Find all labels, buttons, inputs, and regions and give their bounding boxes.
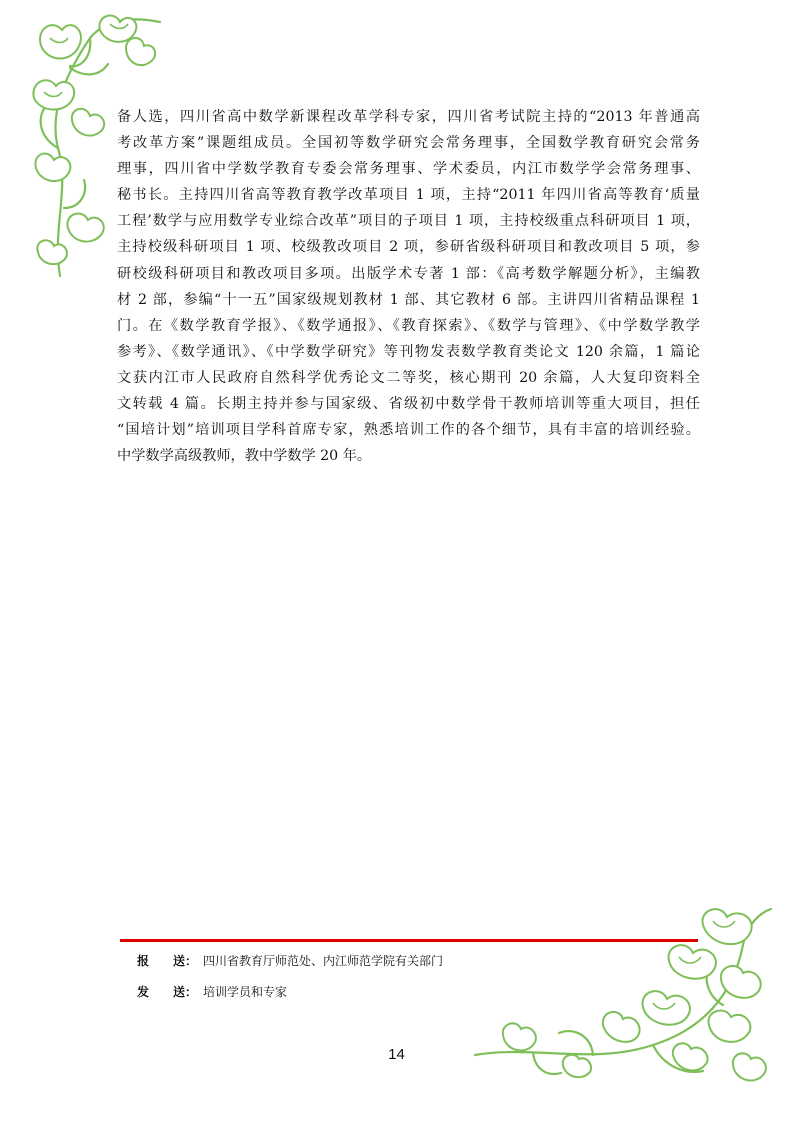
paragraph-line: 参考》、《数学通讯》、《中学数学研究》等刊物发表数学教育类论文 120 余篇，1 篇论	[117, 343, 700, 360]
paragraph-line: 主持校级科研项目 1 项、校级教改项目 2 项，参研省级科研项目和教改项目 5 项，参	[117, 239, 700, 256]
biography-paragraph	[117, 104, 700, 469]
paragraph-line: 研校级科研项目和教改项目多项。出版学术专著 1 部：《高考数学解题分析》，主编教	[117, 265, 700, 282]
paragraph-line: 备人选，四川省高中数学新课程改革学科专家，四川省考试院主持的“2013 年普通高	[117, 109, 700, 125]
paragraph-line: 中学数学高级教师，教中学数学 20 年。	[117, 448, 372, 465]
send-to-value: 培训学员和专家	[203, 985, 288, 999]
report-to-value: 四川省教育厅师范处、内江师范学院有关部门	[203, 954, 444, 968]
send-to-row	[137, 983, 287, 1000]
paragraph-line: 工程’数学与应用数学专业综合改革”项目的子项目 1 项，主持校级重点科研项目 1 项，	[117, 213, 700, 230]
paragraph-line: “国培计划”培训项目学科首席专家，熟悉培训工作的各个细节，具有丰富的培训经验。	[117, 422, 700, 439]
paragraph-line: 材 2 部，参编“十一五”国家级规划教材 1 部、其它教材 6 部。主讲四川省精品课程 1	[117, 291, 700, 308]
paragraph-line: 秘书长。主持四川省高等教育教学改革项目 1 项，主持“2011 年四川省高等教育‘质量	[117, 187, 700, 204]
send-to-label: 发 送：	[137, 985, 198, 999]
paragraph-line: 文获内江市人民政府自然科学优秀论文二等奖，核心期刊 20 余篇，人大复印资料全	[117, 369, 700, 386]
paragraph-line: 门。在《数学教育学报》、《数学通报》、《教育探索》、《数学与管理》、《中学数学教学	[117, 317, 700, 334]
paragraph-line: 理事，四川省中学数学教育专委会常务理事、学术委员，内江市数学学会常务理事、	[117, 161, 700, 178]
report-to-row	[137, 952, 443, 969]
paragraph-line: 文转载 4 篇。长期主持并参与国家级、省级初中数学骨干教师培训等重大项目，担任	[117, 396, 700, 413]
page-number: 14	[388, 1046, 405, 1063]
paragraph-line: 考改革方案”课题组成员。全国初等数学研究会常务理事，全国数学教育研究会常务	[117, 135, 700, 152]
vine-ornament-bottom-right	[473, 905, 773, 1095]
report-to-label: 报 送：	[137, 954, 198, 968]
